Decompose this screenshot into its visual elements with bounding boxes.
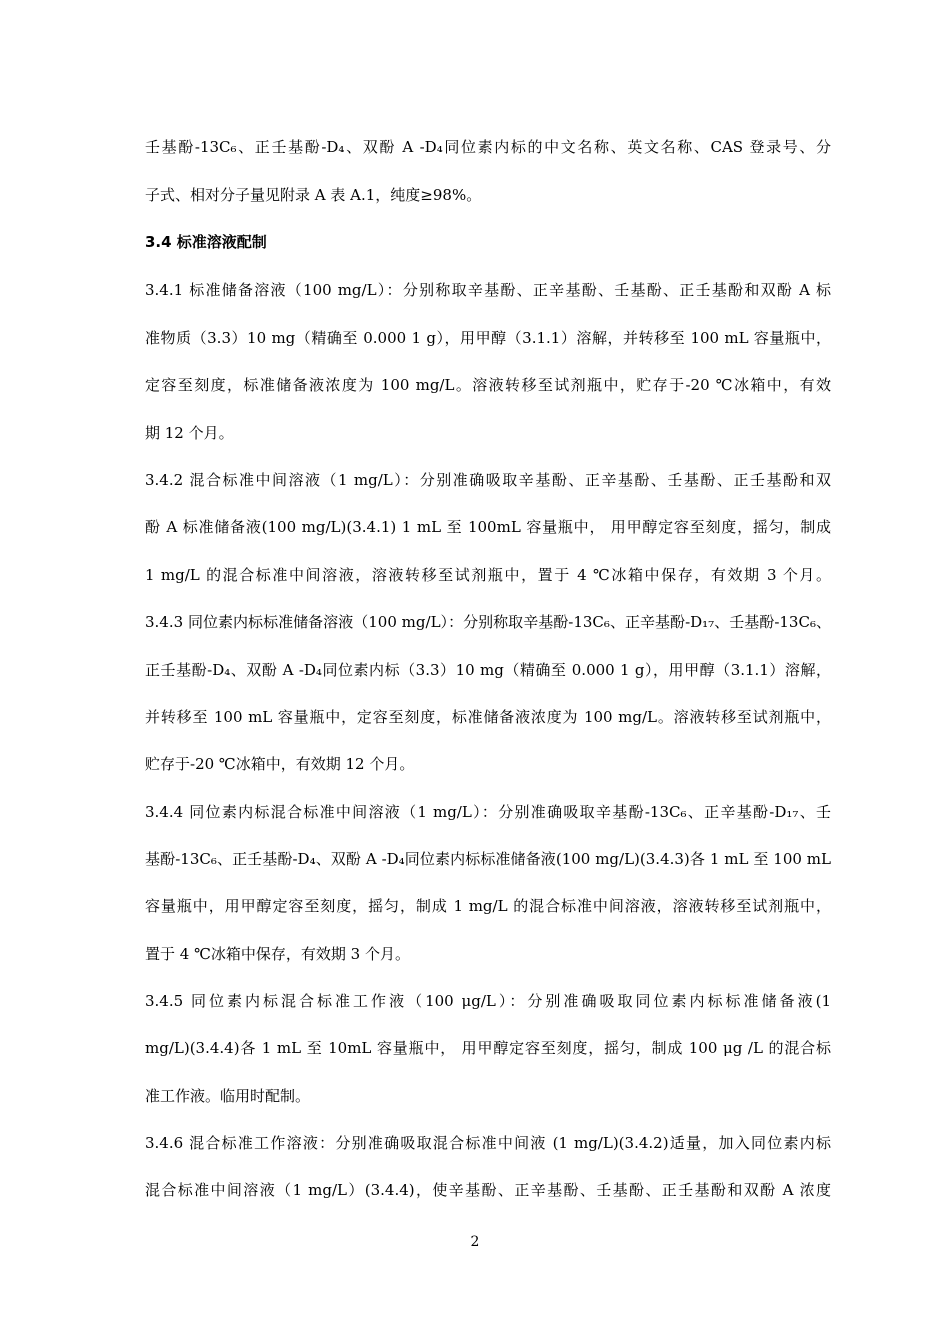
text-line: 3.4.3 同位素内标标准储备溶液（100 mg/L）：分别称取辛基酚-13C₆、正辛基酚-D₁₇、壬基酚-13C₆、 — [145, 613, 831, 631]
text-line: 容量瓶中，用甲醇定容至刻度，摇匀，制成 1 mg/L 的混合标准中间溶液，溶液转移至试剂瓶中， — [145, 897, 831, 915]
page-number: 2 — [470, 1234, 480, 1250]
text-line: 子式、相对分子量见附录 A 表 A.1，纯度≥98%。 — [145, 186, 482, 204]
text-line: mg/L)(3.4.4)各 1 mL 至 10mL 容量瓶中， 用甲醇定容至刻度，摇匀，制成 100 μg /L 的混合标 — [145, 1039, 831, 1057]
text-line: 3.4.4 同位素内标混合标准中间溶液（1 mg/L）：分别准确吸取辛基酚-13C₆、正辛基酚-D₁₇、壬 — [145, 803, 831, 821]
text-line: 壬基酚-13C₆、正壬基酚-D₄、双酚 A -D₄同位素内标的中文名称、英文名称、CAS 登录号、分 — [145, 138, 831, 156]
section-heading: 3.4 标准溶液配制 — [145, 233, 267, 251]
text-line: 酚 A 标准储备液(100 mg/L)(3.4.1) 1 mL 至 100mL 容量瓶中， 用甲醇定容至刻度，摇匀，制成 — [145, 518, 831, 536]
text-line: 准工作液。临用时配制。 — [145, 1087, 311, 1105]
text-line: 基酚-13C₆、正壬基酚-D₄、双酚 A -D₄同位素内标标准储备液(100 mg/L)(3.4.3)各 1 mL 至 100 mL — [145, 850, 831, 868]
text-line: 3.4.5 同位素内标混合标准工作液（100 μg/L）：分别准确吸取同位素内标标准储备液(1 — [145, 992, 831, 1010]
text-line: 混合标准中间溶液（1 mg/L）(3.4.4)，使辛基酚、正辛基酚、壬基酚、正壬基酚和双酚 A 浓度 — [145, 1181, 831, 1199]
text-line: 期 12 个月。 — [145, 424, 234, 442]
text-line: 贮存于-20 ℃冰箱中，有效期 12 个月。 — [145, 755, 415, 773]
text-line: 准物质（3.3）10 mg（精确至 0.000 1 g），用甲醇（3.1.1）溶解，并转移至 100 mL 容量瓶中， — [145, 329, 831, 347]
text-line: 1 mg/L 的混合标准中间溶液，溶液转移至试剂瓶中，置于 4 ℃冰箱中保存，有效期 3 个月。 — [145, 566, 831, 584]
text-line: 置于 4 ℃冰箱中保存，有效期 3 个月。 — [145, 945, 410, 963]
text-line: 3.4.6 混合标准工作溶液：分别准确吸取混合标准中间液 (1 mg/L)(3.4.2)适量，加入同位素内标 — [145, 1134, 831, 1152]
text-line: 定容至刻度，标准储备液浓度为 100 mg/L。溶液转移至试剂瓶中，贮存于-20 ℃冰箱中，有效 — [145, 376, 831, 394]
text-line: 并转移至 100 mL 容量瓶中，定容至刻度，标准储备液浓度为 100 mg/L。溶液转移至试剂瓶中， — [145, 708, 831, 726]
text-line: 3.4.1 标准储备溶液（100 mg/L）：分别称取辛基酚、正辛基酚、壬基酚、正壬基酚和双酚 A 标 — [145, 281, 831, 299]
text-line: 3.4.2 混合标准中间溶液（1 mg/L）：分别准确吸取辛基酚、正辛基酚、壬基酚、正壬基酚和双 — [145, 471, 831, 489]
text-line: 正壬基酚-D₄、双酚 A -D₄同位素内标（3.3）10 mg（精确至 0.000 1 g），用甲醇（3.1.1）溶解， — [145, 661, 831, 679]
